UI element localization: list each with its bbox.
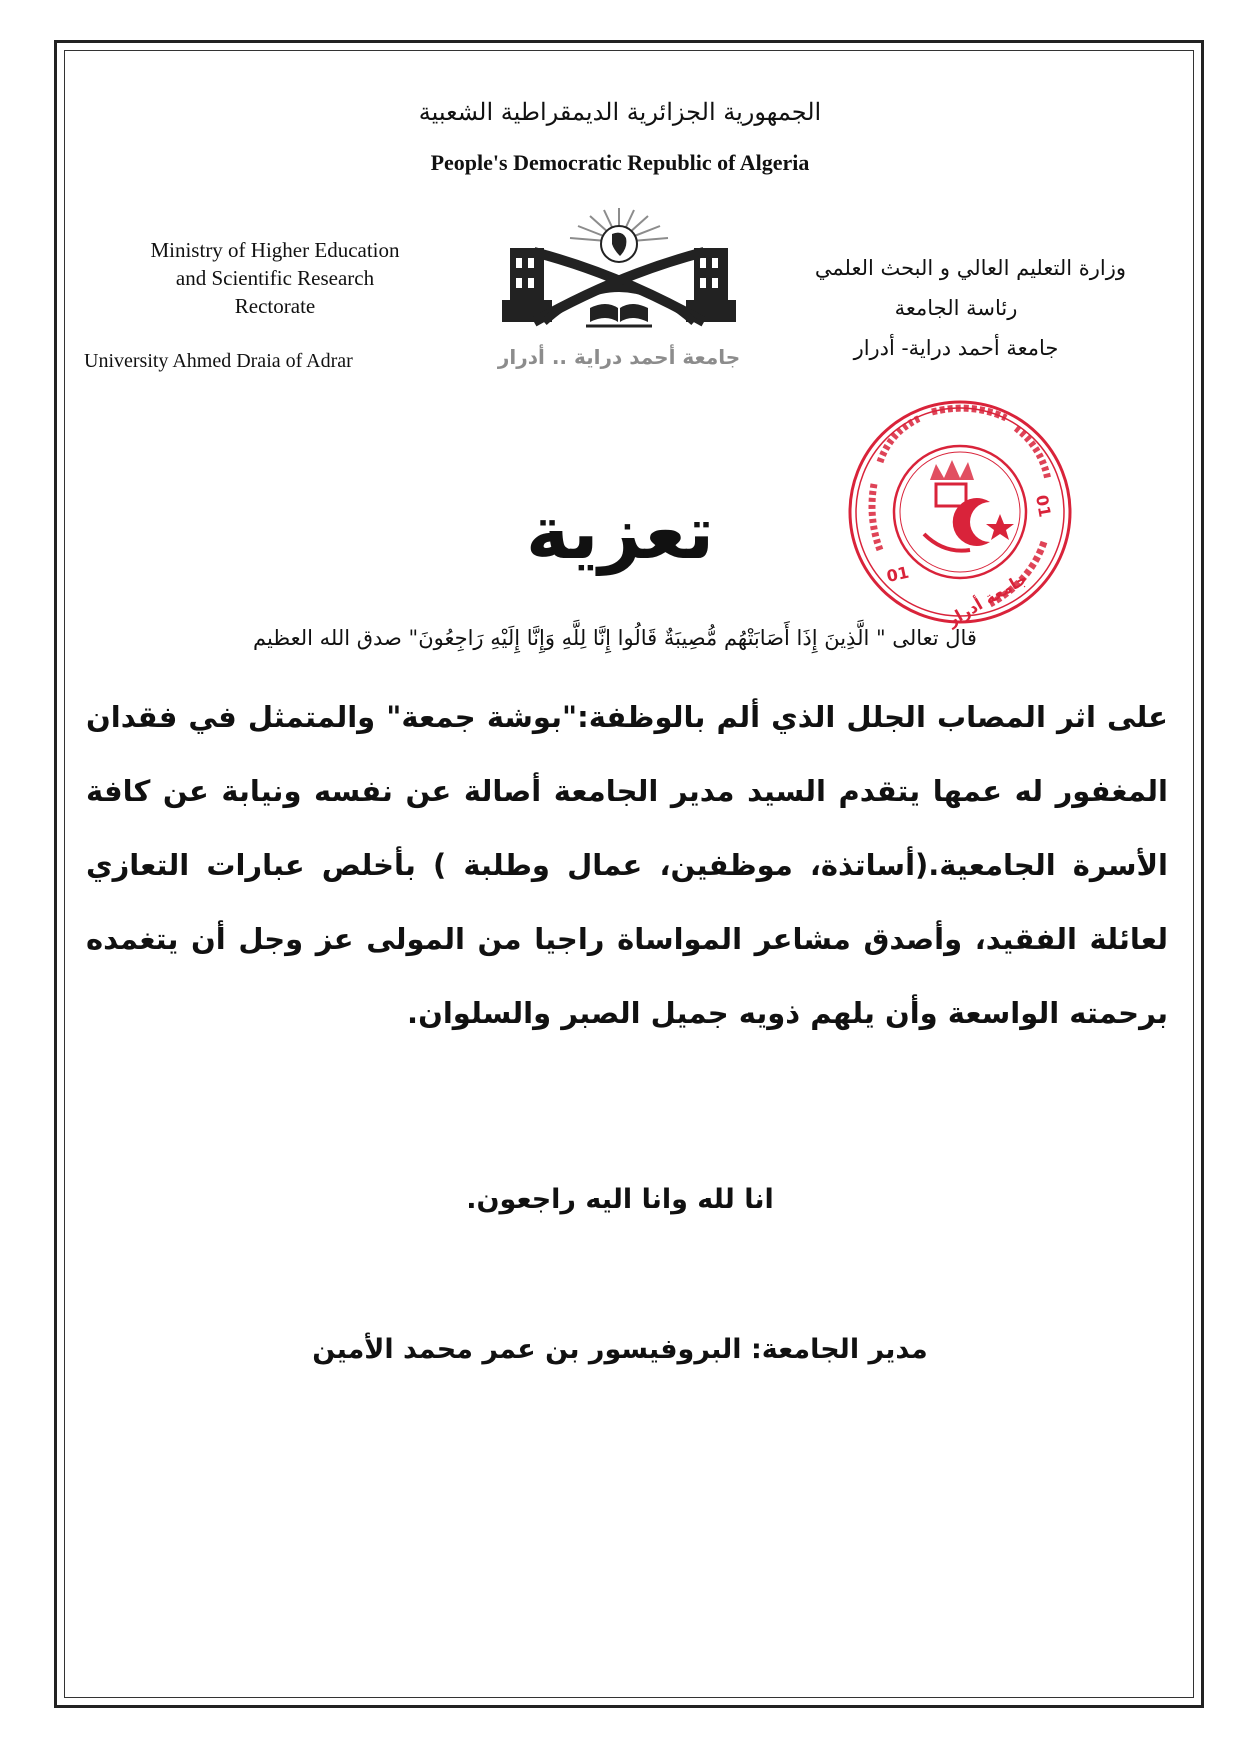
stamp-inscription: جامعة أدرار [943,568,1031,630]
arabic-republic-heading: الجمهورية الجزائرية الديمقراطية الشعبية [418,98,822,126]
university-logo [494,204,744,384]
quran-verse: قال تعالى " الَّذِينَ إِذَا أَصَابَتْهُم مُّصِيبَةٌ قَالُوا إِنَّا لِلَّهِ وَإِنَّا إِلَيْهِ رَاجِعُونَ" صدق الله العظيم [253,626,977,650]
arabic-university-name: جامعة أحمد دراية- أدرار [853,336,1059,360]
document-title: تعزية [525,490,715,576]
closing-phrase: انا لله وانا اليه راجعون. [466,1184,774,1215]
arabic-ministry-block [786,248,1126,368]
signature-line: مدير الجامعة: البروفيسور بن عمر محمد الأمين [312,1334,928,1365]
english-ministry-block [105,236,445,320]
rectorate-label: Rectorate [234,294,316,318]
stamp-number-right: 01 [1032,493,1055,519]
ministry-line-1: Ministry of Higher Education [150,238,400,262]
arabic-rectorate: رئاسة الجامعة [894,296,1018,320]
english-university-name: University Ahmed Draia of Adrar [84,350,353,372]
stamp-number-left: 01 [884,562,911,586]
english-republic-heading: People's Democratic Republic of Algeria [430,150,810,175]
arabic-ministry-name: وزارة التعليم العالي و البحث العلمي [814,256,1126,280]
condolence-body: على اثر المصاب الجلل الذي ألم بالوظفة:"بوشة جمعة" والمتمثل في فقدان المغفور له عمها يتقدم السيد مدير الجامعة أصالة عن نفسه ونيابة عن كافة الأسرة الجامعية.(أساتذة، موظفين، عمال وطلبة ) بأخلص عبارات التعازي لعائلة الفقيد، وأصدق مشاعر المواساة راجيا من المولى عز وجل أن يتغمده برحمته الواسعة وأن يلهم ذويه جميل الصبر والسلوان. [86,700,1168,1030]
logo-caption: جامعة أحمد دراية .. أدرار [497,345,741,369]
ministry-line-2: and Scientific Research [175,266,375,290]
